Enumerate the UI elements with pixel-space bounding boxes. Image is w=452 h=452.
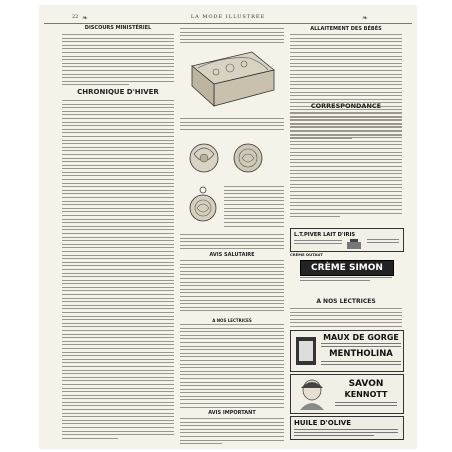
text-block-middle-jewels — [180, 234, 284, 252]
ad-mentholina — [290, 330, 404, 372]
page-number: 22 — [72, 14, 79, 20]
jewel-box-illustration — [186, 44, 278, 114]
ad-huile-title: HUILE D'OLIVE — [294, 419, 351, 427]
ad-maux-de-gorge: MAUX DE GORGE — [323, 333, 399, 342]
heading-discours: DISCOURS MINISTÉRIEL — [84, 25, 152, 31]
heading-nos-lectrices: A NOS LECTRICES — [316, 298, 376, 305]
ad-piver — [290, 228, 404, 252]
text-block-chronique — [62, 100, 174, 441]
text-block-middle-caption — [180, 118, 284, 132]
page-header — [40, 12, 416, 22]
ornament-left-icon: ❧ — [82, 14, 88, 22]
ornament-right-icon: ❧ — [362, 14, 368, 22]
text-block-discours — [62, 34, 174, 88]
text-block-nos-lectrices — [290, 308, 402, 330]
heading-allaitement: ALLAITEMENT DES BÉBÉS — [310, 26, 382, 32]
ad-mentholina-title: MENTHOLINA — [329, 349, 393, 359]
ad-dutaut: CRÈME DUTAUT — [290, 252, 324, 257]
ad-savon-title: SAVON — [348, 379, 384, 389]
heading-correspondance: CORRESPONDANCE — [310, 102, 382, 110]
ad-creme-simon-tagline — [300, 277, 392, 278]
portrait-illustration — [297, 378, 327, 410]
text-block-beside-pendant — [224, 186, 284, 229]
header-rule — [44, 23, 412, 24]
heading-chronique: CHRONIQUE D'HIVER — [77, 88, 159, 96]
text-block-avis-important — [180, 418, 284, 447]
ad-product-box-icon — [294, 335, 318, 367]
ad-piver-title: L.T.PIVER LAIT D'IRIS — [294, 232, 356, 238]
ad-huile — [290, 416, 404, 440]
brooch-illustration — [182, 138, 226, 178]
heading-avis-salutaire: AVIS SALUTAIRE — [209, 252, 255, 258]
heading-lectrices: A NOS LECTRICES — [212, 318, 252, 323]
page-title: LA MODE ILLUSTRÉE — [190, 14, 266, 20]
ad-creme-simon: CRÈME SIMON — [300, 260, 394, 276]
pendant-watch-illustration — [186, 184, 220, 230]
medallion-illustration — [228, 138, 268, 178]
text-block-avis-salutaire — [180, 260, 284, 314]
heading-avis-important: AVIS IMPORTANT — [208, 410, 256, 416]
ad-savon — [290, 374, 404, 414]
text-block-lectrices — [180, 324, 284, 410]
perfume-bottle-icon — [345, 238, 363, 250]
text-block-correspondance — [290, 112, 402, 220]
ad-kennott-title: KENNOTT — [344, 390, 388, 399]
